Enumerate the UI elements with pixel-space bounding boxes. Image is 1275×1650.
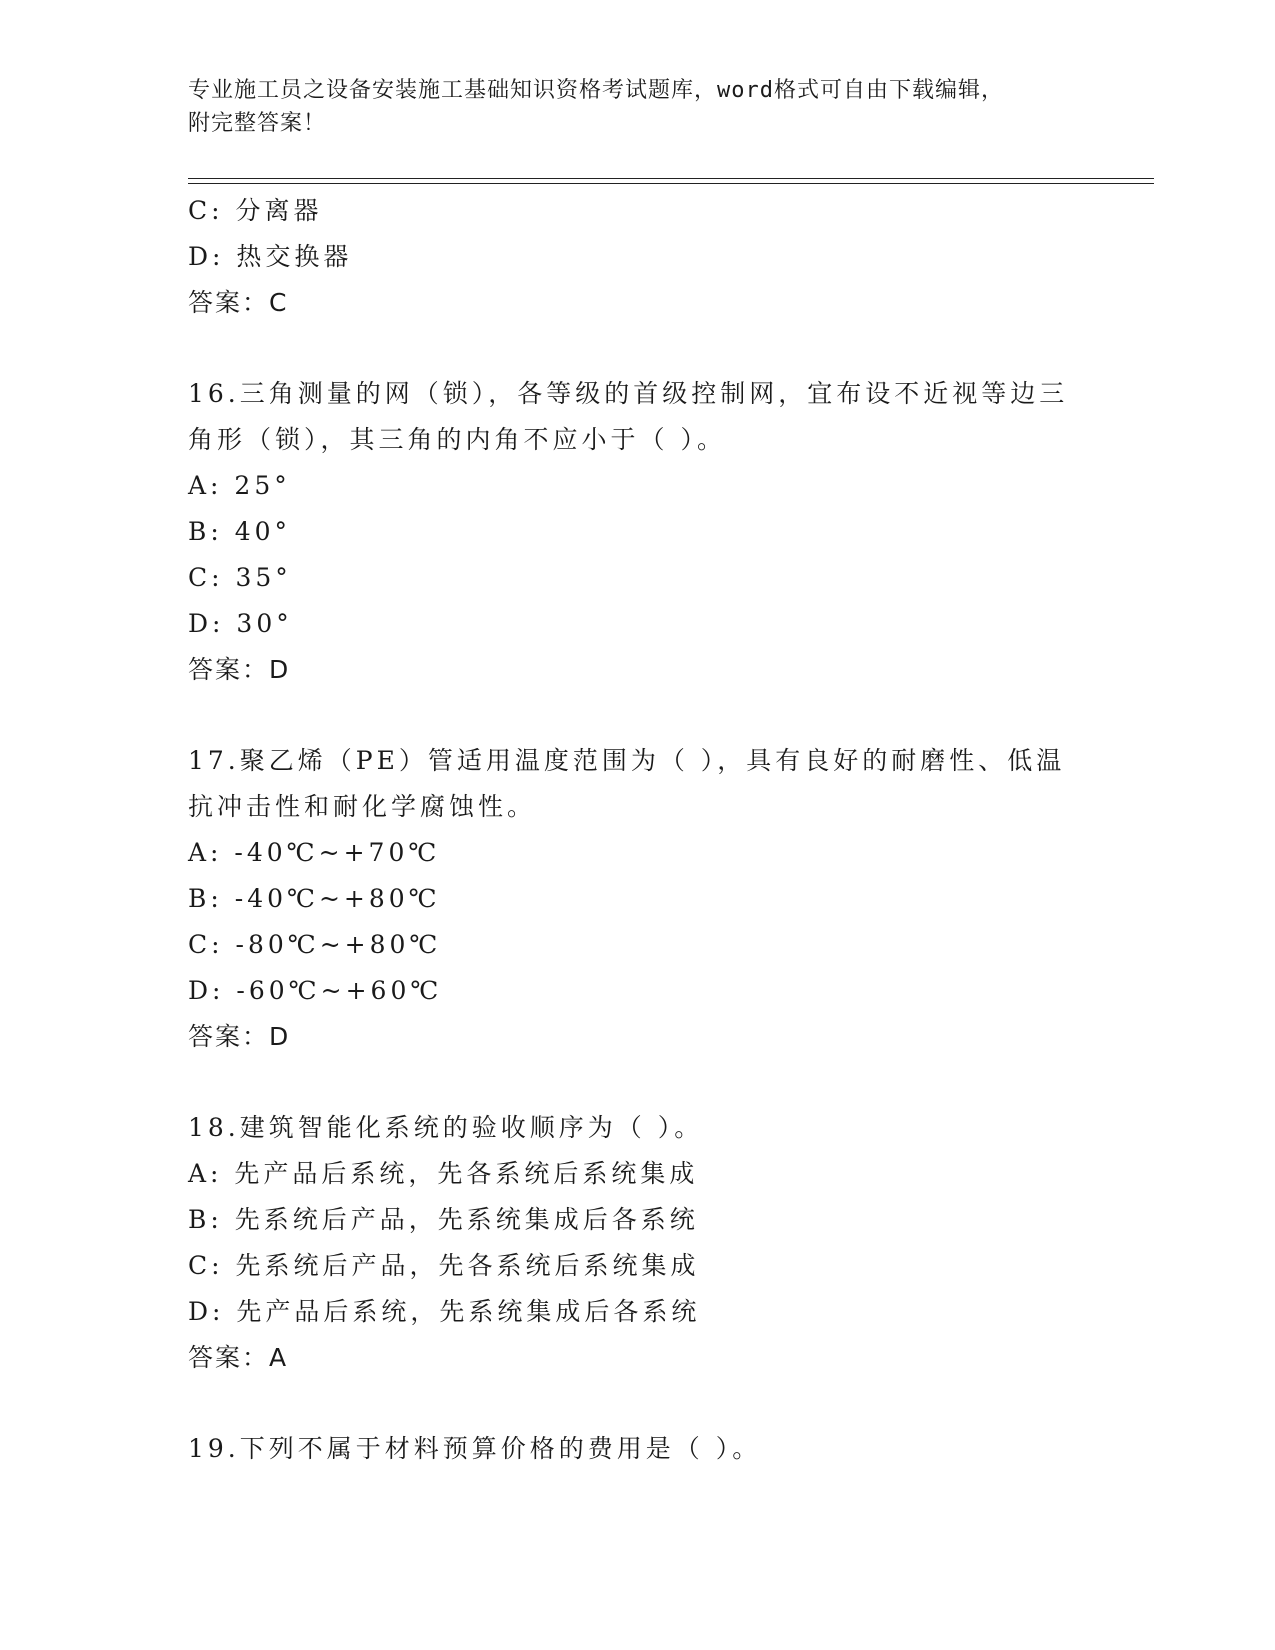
option-d: D: -60℃~+60℃: [188, 976, 443, 1005]
question-stem-continued: 抗冲击性和耐化学腐蚀性。: [188, 792, 537, 821]
option-d: D: 30°: [188, 609, 293, 638]
option-c: C: 分离器: [188, 196, 323, 225]
header-line-1: 专业施工员之设备安装施工基础知识资格考试题库，word格式可自由下载编辑，: [188, 78, 1004, 103]
question-19: [188, 1426, 1088, 1472]
question-stem: 19.下列不属于材料预算价格的费用是（ ）。: [188, 1434, 762, 1463]
option-a: A: -40℃~+70℃: [188, 838, 441, 867]
option-d: D: 热交换器: [188, 242, 353, 271]
question-15-continued: [188, 188, 1088, 326]
document-header: [188, 74, 1088, 140]
option-c: C: -80℃~+80℃: [188, 930, 442, 959]
option-b: B: 先系统后产品，先系统集成后各系统: [188, 1205, 699, 1234]
answer-line: 答案：D: [188, 1022, 291, 1051]
question-list: [188, 188, 1088, 1472]
question-stem: 17.聚乙烯（PE）管适用温度范围为（ ），具有良好的耐磨性、低温: [188, 746, 1066, 775]
answer-line: 答案：C: [188, 288, 289, 317]
header-line-2: 附完整答案！: [188, 111, 327, 136]
option-c: C: 35°: [188, 563, 292, 592]
question-17: [188, 738, 1088, 1060]
option-d: D: 先产品后系统，先系统集成后各系统: [188, 1297, 701, 1326]
question-16: [188, 371, 1088, 693]
question-18: [188, 1105, 1088, 1381]
spacer: [188, 693, 1088, 738]
option-b: B: -40℃~+80℃: [188, 884, 441, 913]
option-b: B: 40°: [188, 517, 292, 546]
spacer: [188, 326, 1088, 371]
question-stem: 18.建筑智能化系统的验收顺序为（ ）。: [188, 1113, 704, 1142]
option-a: A: 先产品后系统，先各系统后系统集成: [188, 1159, 699, 1188]
answer-line: 答案：A: [188, 1343, 289, 1372]
spacer: [188, 1060, 1088, 1105]
question-stem-continued: 角形（锁），其三角的内角不应小于（ ）。: [188, 425, 726, 454]
question-stem: 16.三角测量的网（锁），各等级的首级控制网，宜布设不近视等边三: [188, 379, 1069, 408]
option-a: A: 25°: [188, 471, 291, 500]
header-divider: [188, 178, 1154, 184]
spacer: [188, 1381, 1088, 1426]
option-c: C: 先系统后产品，先各系统后系统集成: [188, 1251, 700, 1280]
answer-line: 答案：D: [188, 655, 291, 684]
